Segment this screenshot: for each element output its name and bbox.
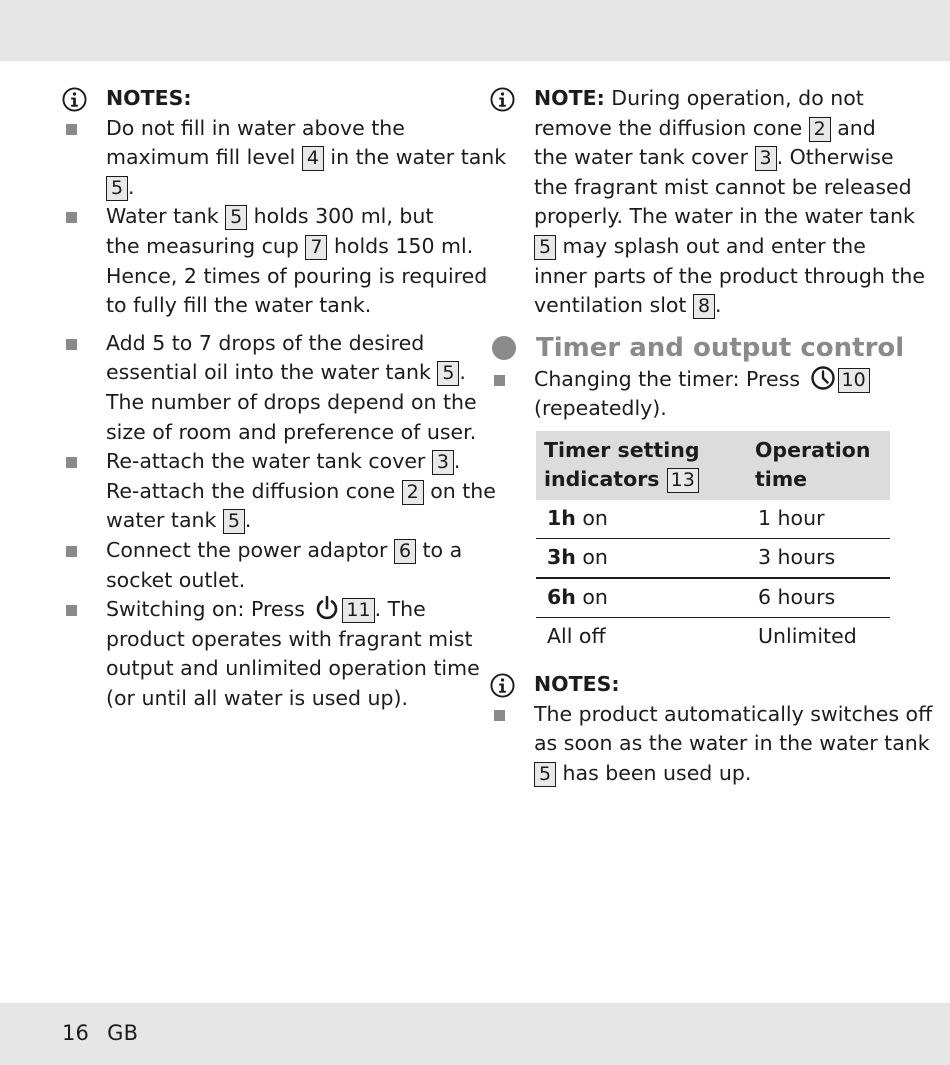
info-icon <box>490 87 515 112</box>
ref-number: 5 <box>223 509 245 534</box>
ref-number: 6 <box>394 539 416 564</box>
ref-number: 5 <box>534 762 556 787</box>
text-line <box>534 114 890 144</box>
info-icon <box>490 673 515 698</box>
text-segment: inner parts of the product through the <box>534 263 925 288</box>
text-line <box>106 232 472 262</box>
indicator-cell: 1h on <box>536 500 747 539</box>
text-segment: product operates with fragrant mist <box>106 626 473 651</box>
table-row <box>536 578 890 618</box>
text-line <box>106 114 472 144</box>
text-segment: The number of drops depend on the <box>106 389 477 414</box>
table-row <box>536 538 890 578</box>
bullet-icon <box>66 457 77 468</box>
text-line <box>106 329 472 359</box>
text-line <box>106 595 472 625</box>
text-line <box>534 202 915 232</box>
text-segment: Connect the power adaptor <box>106 537 394 562</box>
ref-number: 13 <box>667 468 699 493</box>
left-notes-list <box>62 114 507 714</box>
text-line <box>534 143 894 173</box>
text-segment: in the water tank <box>323 145 507 170</box>
text-line <box>534 700 933 730</box>
ref-number: 2 <box>402 480 424 505</box>
list-item <box>62 114 507 203</box>
indicator-cell: All off <box>547 623 606 648</box>
text-segment: Re-attach the diffusion cone <box>106 478 402 503</box>
text-line <box>534 173 912 203</box>
bullet-icon <box>494 710 505 721</box>
text-segment: as soon as the water in the water tank <box>534 731 930 756</box>
note-block <box>490 84 925 321</box>
text-line <box>534 291 890 321</box>
ref-number: 5 <box>534 235 556 260</box>
text-line <box>106 566 472 596</box>
table-header-row <box>536 431 890 500</box>
text-segment: Hence, 2 times of pouring is required <box>106 263 488 288</box>
text-line <box>106 143 507 173</box>
ref-number: 2 <box>809 117 831 142</box>
notes-heading-text: NOTES: <box>534 671 620 696</box>
text-segment: . <box>715 293 722 318</box>
bullet-icon <box>66 124 77 135</box>
text-segment: ventilation slot <box>534 293 693 318</box>
footer-band <box>0 1003 950 1065</box>
text-segment: . <box>128 174 135 199</box>
text-segment: water tank <box>106 508 223 533</box>
power-icon <box>314 595 340 621</box>
text-segment: the measuring cup <box>106 233 306 258</box>
text-segment: Re-attach the water tank cover <box>106 449 432 474</box>
section-title-text: Timer and output control <box>536 332 905 363</box>
ref-number: 7 <box>305 235 327 260</box>
text-segment: size of room and preference of user. <box>106 419 477 444</box>
text-line <box>106 625 472 655</box>
text-line <box>106 536 472 566</box>
text-segment: . <box>459 360 466 385</box>
list-item <box>62 447 496 536</box>
timer-table <box>536 431 890 656</box>
text-segment: the water tank cover <box>534 145 755 170</box>
bullet-icon <box>66 605 77 616</box>
ref-number: 5 <box>437 361 459 386</box>
text-line <box>106 684 472 714</box>
right-column <box>490 84 933 788</box>
text-line <box>106 173 472 203</box>
text-segment: . <box>244 508 252 533</box>
text-segment: on the <box>423 478 496 503</box>
section-dot-icon <box>492 336 516 360</box>
text-line <box>534 394 890 424</box>
text-segment: Switching on: Press <box>106 597 312 622</box>
notes-heading-text: NOTES: <box>106 86 192 110</box>
text-segment: Add 5 to 7 drops of the desired <box>106 330 425 355</box>
text-segment: Water tank <box>106 204 226 229</box>
list-item <box>62 329 477 447</box>
text-line <box>106 447 472 477</box>
list-item <box>62 536 472 595</box>
table-header-indicators: Timer setting indicators 13 <box>536 431 747 500</box>
list-item <box>490 700 933 789</box>
notes-heading <box>62 84 472 114</box>
text-segment: remove the diffusion cone <box>534 115 809 140</box>
ref-number: 4 <box>302 146 324 171</box>
text-line <box>534 232 890 262</box>
text-segment: (or until all water is used up). <box>106 685 409 710</box>
header-band <box>0 0 950 61</box>
ref-number: 11 <box>342 598 374 623</box>
time-cell: 6 hours <box>747 578 890 618</box>
text-segment: . The <box>374 597 426 622</box>
text-segment: . Otherwise <box>776 145 894 170</box>
note-text <box>534 84 925 321</box>
text-segment: . <box>453 449 461 474</box>
text-segment: essential oil into the water tank <box>106 360 438 385</box>
text-segment: has been used up. <box>556 760 752 785</box>
text-line <box>534 365 890 395</box>
text-segment: output and unlimited operation time <box>106 656 480 681</box>
text-line <box>106 358 472 388</box>
text-segment: Changing the timer: Press <box>534 366 807 391</box>
text-line <box>106 202 472 232</box>
ref-number: 3 <box>432 450 454 475</box>
ref-number: 5 <box>106 176 128 201</box>
page-number: 16 <box>62 1021 90 1045</box>
left-column <box>62 84 507 713</box>
list-item <box>62 202 488 320</box>
ref-number: 3 <box>755 146 777 171</box>
indicator-cell: 3h on <box>536 538 747 578</box>
text-segment: to a <box>416 537 463 562</box>
text-line <box>106 506 472 536</box>
text-line <box>106 654 480 684</box>
table-header-time: Operation time <box>747 431 890 500</box>
notes-heading-2 <box>490 670 890 700</box>
page-footer <box>62 1021 138 1045</box>
text-segment: the fragrant mist cannot be released <box>534 174 912 199</box>
text-segment: maximum fill level <box>106 145 302 170</box>
text-segment: Do not fill in water above the <box>106 115 405 140</box>
ref-number: 10 <box>838 368 870 393</box>
list-item <box>62 595 480 713</box>
text-segment: During operation, do not <box>604 86 864 110</box>
text-line <box>106 418 477 448</box>
text-segment: holds 150 ml. <box>327 233 474 258</box>
timer-instruction <box>490 365 890 424</box>
bullet-icon <box>66 546 77 557</box>
text-line <box>534 84 890 114</box>
text-line <box>534 262 925 292</box>
text-line <box>534 759 890 789</box>
text-segment: and <box>830 115 876 140</box>
clock-icon <box>810 365 836 391</box>
text-segment: to fully fill the water tank. <box>106 293 372 318</box>
bullet-icon <box>66 212 77 223</box>
text-segment: may splash out and enter the <box>556 233 866 258</box>
text-line <box>106 477 496 507</box>
bullet-icon <box>494 375 505 386</box>
text-line <box>106 388 477 418</box>
note-label: NOTE: <box>534 86 605 110</box>
text-segment: (repeatedly). <box>534 396 667 421</box>
text-line <box>534 729 930 759</box>
ref-number: 5 <box>225 205 247 230</box>
table-row <box>536 500 890 539</box>
time-cell: 3 hours <box>747 538 890 578</box>
indicator-cell: 6h on <box>536 578 747 618</box>
text-line <box>106 291 472 321</box>
ref-number: 8 <box>693 294 715 319</box>
bullet-icon <box>66 339 77 350</box>
section-title <box>490 331 905 365</box>
language-code: GB <box>107 1021 139 1045</box>
text-segment: holds 300 ml, but <box>247 204 434 229</box>
text-segment: properly. The water in the water tank <box>534 204 915 229</box>
info-icon <box>62 87 87 112</box>
time-cell: Unlimited <box>758 623 857 648</box>
text-segment: The product automatically switches off <box>534 701 933 726</box>
time-cell: 1 hour <box>747 500 890 539</box>
text-line <box>106 262 488 292</box>
table-row <box>536 617 890 656</box>
text-segment: socket outlet. <box>106 567 246 592</box>
